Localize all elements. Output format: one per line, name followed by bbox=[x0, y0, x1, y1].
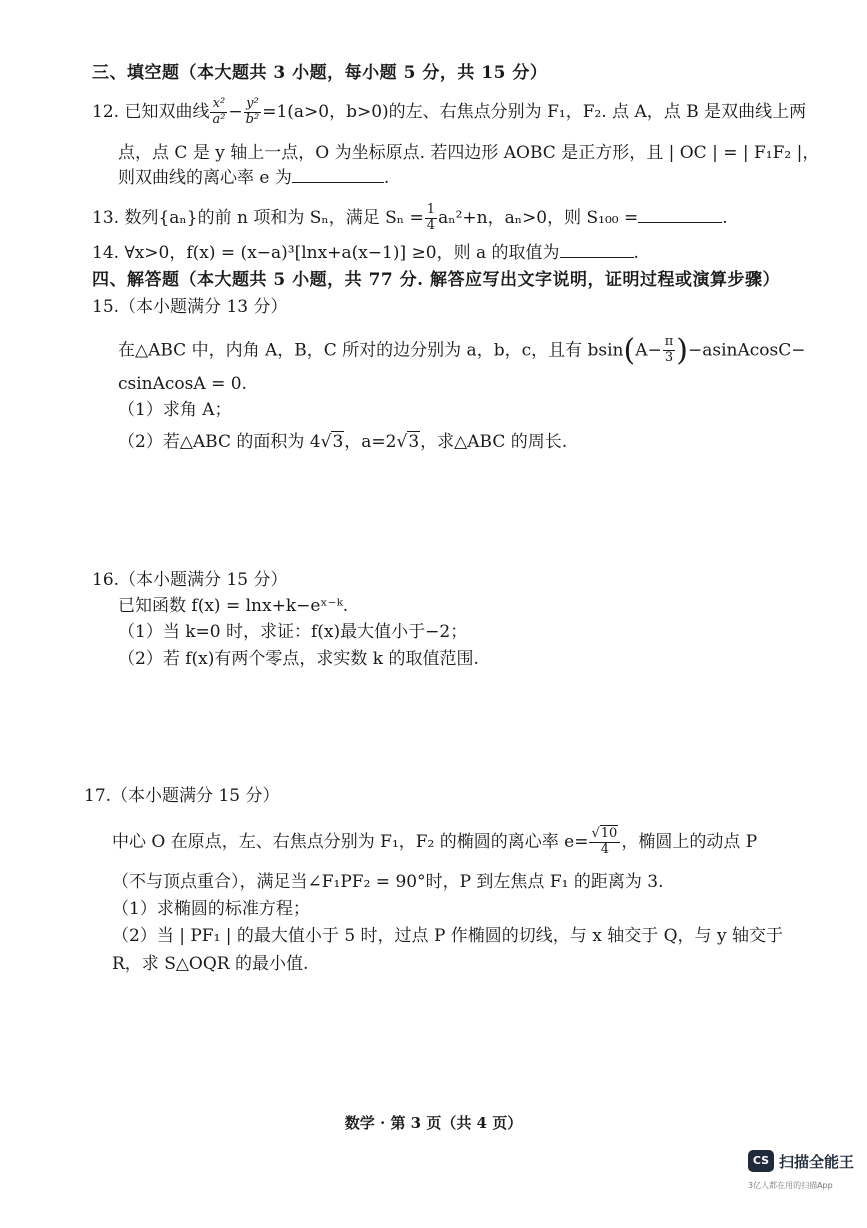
question-17-part-1: （1）求椭圆的标准方程； bbox=[112, 899, 310, 919]
question-13-rest: aₙ²+n，aₙ>0，则 S₁₀₀ = bbox=[438, 207, 639, 228]
watermark-title: 扫描全能王 bbox=[779, 1153, 855, 1171]
eccentricity-fraction: $\frac{√10}{4}$ bbox=[589, 827, 620, 858]
question-17-part-2-line-1: （2）当 | PF₁ | 的最大值小于 5 时，过点 P 作椭圆的切线，与 x 轴交于 Q，与 y 轴交于 bbox=[112, 926, 783, 946]
question-12-number: 12. bbox=[92, 101, 120, 122]
sqrt-3: 3 bbox=[408, 432, 420, 452]
question-13 bbox=[92, 203, 728, 234]
question-16-line-1: 已知函数 f(x) = lnx+k−eˣ⁻ᵏ. bbox=[118, 596, 349, 616]
section-4-heading: 四、解答题（本大题共 5 小题，共 77 分. 解答应写出文字说明，证明过程或演算步骤） bbox=[92, 270, 780, 290]
question-15-part-1: （1）求角 A； bbox=[118, 400, 232, 420]
question-15-tail: −asinAcosC− bbox=[688, 340, 806, 361]
section-3-heading: 三、填空题（本大题共 3 小题，每小题 5 分，共 15 分） bbox=[92, 63, 548, 83]
question-15-line-2: csinAcosA = 0. bbox=[118, 374, 247, 394]
pi-over-three-fraction: $\frac{\pi}{3}$ bbox=[664, 334, 674, 366]
question-17-header: 17.（本小题满分 15 分） bbox=[84, 786, 280, 806]
question-17-lead: 中心 O 在原点，左、右焦点分别为 F₁，F₂ 的椭圆的离心率 e= bbox=[112, 831, 589, 852]
period: . bbox=[722, 207, 728, 228]
question-12-lead: 已知双曲线 bbox=[124, 101, 210, 122]
question-12-line-1 bbox=[92, 97, 806, 128]
answer-blank-14[interactable] bbox=[560, 243, 634, 258]
question-17-line-1 bbox=[112, 827, 757, 858]
page-footer: 数学 · 第 3 页（共 4 页） bbox=[344, 1114, 523, 1132]
hyperbola-x-fraction: $\frac{\text{x²}}{\text{a²}}$ bbox=[212, 96, 226, 127]
hyperbola-y-fraction: $\frac{\text{y²}}{\text{b²}}$ bbox=[245, 96, 260, 127]
answer-blank-12[interactable] bbox=[292, 168, 384, 183]
question-13-lead: 数列{aₙ}的前 n 项和为 Sₙ，满足 Sₙ = bbox=[124, 207, 424, 228]
question-16-part-2: （2）若 f(x)有两个零点，求实数 k 的取值范围. bbox=[118, 649, 479, 669]
question-17-tail: ，椭圆上的动点 P bbox=[621, 831, 758, 852]
question-15-line-1: 在△ABC 中，内角 A，B，C 所对的边分别为 a，b，c，且有 bsin(A− $\frac{\pi}{3}$ )−asinAcosC− bbox=[118, 333, 806, 368]
question-12-rest: =1(a>0，b>0)的左、右焦点分别为 F₁，F₂. 点 A，点 B 是双曲线上两 bbox=[262, 101, 807, 122]
question-15-header: 15.（本小题满分 13 分） bbox=[92, 297, 288, 317]
question-14-number: 14. bbox=[92, 243, 120, 263]
question-17-part-2-line-2: R，求 S△OQR 的最小值. bbox=[112, 954, 309, 974]
one-quarter-fraction: $\frac{1}{4}$ bbox=[426, 202, 436, 233]
part-2-lead: （2）若△ABC 的面积为 4 bbox=[118, 432, 321, 452]
question-15-part-2: （2）若△ABC 的面积为 4√3，a=2√3，求△ABC 的周长. bbox=[118, 432, 568, 452]
angle-a-minus: A− bbox=[635, 340, 662, 361]
question-12-line-2: 点，点 C 是 y 轴上一点，O 为坐标原点. 若四边形 AOBC 是正方形，且 | OC | = | F₁F₂ |， bbox=[118, 143, 820, 163]
question-12-line-3-text: 则双曲线的离心率 e 为 bbox=[118, 168, 292, 188]
part-2-mid: ，a=2 bbox=[344, 432, 397, 452]
question-15-lead: 在△ABC 中，内角 A，B，C 所对的边分别为 a，b，c，且有 bsin bbox=[118, 340, 624, 361]
question-14-text: ∀x>0，f(x) = (x−a)³[lnx+a(x−1)] ≥0，则 a 的取值为 bbox=[124, 243, 560, 263]
question-16-part-1: （1）当 k=0 时，求证：f(x)最大值小于−2； bbox=[118, 622, 468, 642]
answer-blank-13[interactable] bbox=[638, 208, 722, 223]
question-14 bbox=[92, 243, 639, 264]
question-13-number: 13. bbox=[92, 207, 120, 228]
watermark-subtitle: 3亿人都在用的扫描App bbox=[748, 1181, 833, 1190]
camscanner-logo-icon: CS bbox=[748, 1150, 774, 1172]
sqrt-3: 3 bbox=[332, 432, 344, 452]
question-12-line-3 bbox=[118, 168, 389, 189]
question-17-line-2: （不与顶点重合），满足当∠F₁PF₂ = 90°时，P 到左焦点 F₁ 的距离为 3. bbox=[112, 872, 664, 892]
minus-sign: − bbox=[228, 101, 243, 122]
question-16-header: 16.（本小题满分 15 分） bbox=[92, 570, 288, 590]
period: . bbox=[383, 168, 390, 188]
part-2-tail: ，求△ABC 的周长. bbox=[420, 432, 568, 452]
scanner-watermark bbox=[748, 1150, 863, 1200]
period: . bbox=[633, 243, 639, 263]
